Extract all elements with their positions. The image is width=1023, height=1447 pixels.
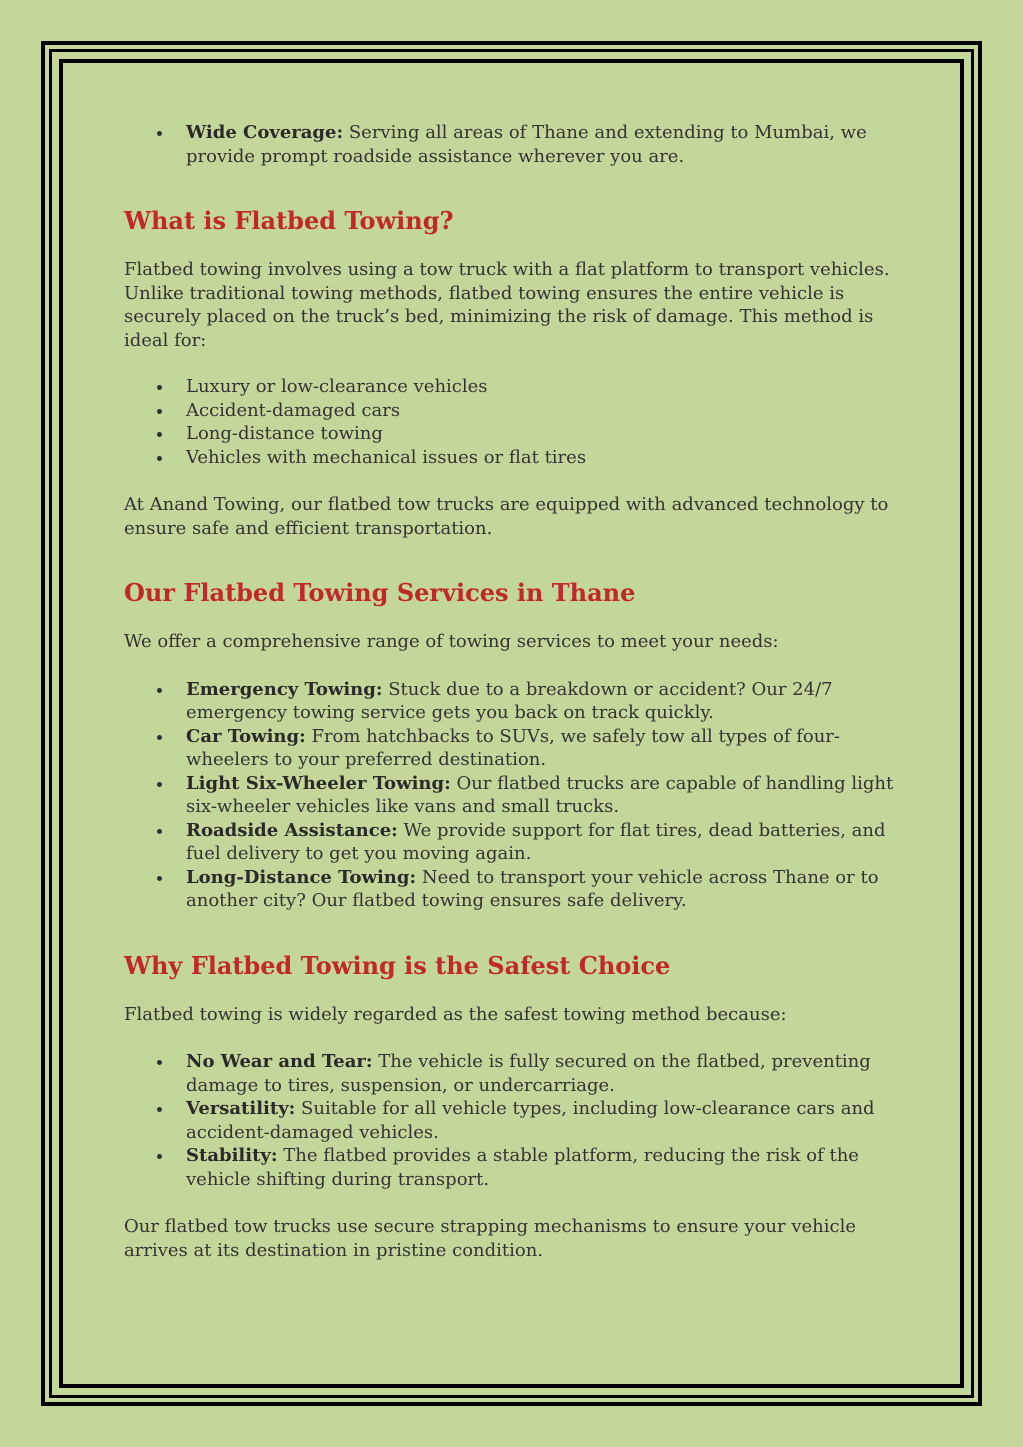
list-item [186,1144,904,1191]
list-item-text: The vehicle is fully secured on the flatbed, preventing damage to tires, suspension, or undercarriage. [186,1051,871,1096]
section-closing-paragraph: At Anand Towing, our flatbed tow trucks are equipped with advanced technology to ensure safe and efficient transportation. [124,494,889,539]
list-item: Vehicles with mechanical issues or flat tires [186,446,904,470]
safety-reasons-list [124,1050,904,1191]
list-item-text: Stuck due to a breakdown or accident? Our 24/7 emergency towing service gets you back on track quickly. [186,678,833,723]
list-item-term: Light Six-Wheeler Towing: [186,772,451,794]
list-item [186,1097,904,1144]
section-paragraph: Flatbed towing involves using a tow truck with a flat platform to transport vehicles. Unlike traditional towing methods, flatbed towing ensures the entire vehicle is securely placed on the truck’s bed, minimizing the risk of damage. This method is ideal for: [124,259,890,351]
list-item: Accident-damaged cars [186,399,904,423]
section-heading-services: Our Flatbed Towing Services in Thane [124,578,636,607]
section-heading-what-is-flatbed: What is Flatbed Towing? [124,206,454,235]
list-item [186,866,904,913]
list-item-text: Our flatbed trucks are capable of handling light six-wheeler vehicles like vans and small trucks. [186,772,894,817]
list-item [186,772,904,819]
list-item-term: Wide Coverage: [186,122,344,143]
list-item-term: Emergency Towing: [186,678,383,700]
list-item [186,725,904,772]
list-item-term: Versatility: [186,1098,296,1119]
list-item-text: Serving all areas of Thane and extending to Mumbai, we provide prompt roadside assistance wherever you are. [186,122,867,167]
list-item [186,678,904,725]
list-item-term: Long-Distance Towing: [186,866,417,888]
section-paragraph: Flatbed towing is widely regarded as the safest towing method because: [124,1003,787,1025]
section-paragraph: We offer a comprehensive range of towing services to meet your needs: [124,631,779,652]
list-item-term: No Wear and Tear: [186,1051,373,1072]
list-item-text: The flatbed provides a stable platform, reducing the risk of the vehicle shifting during transport. [186,1145,859,1190]
list-item [186,819,904,866]
list-item [186,1050,904,1097]
list-item-text: Suitable for all vehicle types, including low-clearance cars and accident-damaged vehicles. [186,1098,875,1143]
list-item-term: Stability: [186,1145,278,1166]
list-item [186,121,904,168]
section-closing-paragraph: Our flatbed tow trucks use secure strapping mechanisms to ensure your vehicle arrives at its destination in pristine condition. [124,1216,857,1261]
list-item: Long-distance towing [186,422,904,446]
list-item-term: Roadside Assistance: [186,819,398,841]
list-item-text: From hatchbacks to SUVs, we safely tow all types of four-wheelers to your preferred destination. [186,725,840,770]
section-heading-why-safest: Why Flatbed Towing is the Safest Choice [124,950,671,980]
ideal-for-list [124,375,904,469]
intro-list [124,121,904,168]
list-item: Luxury or low-clearance vehicles [186,375,904,399]
list-item-text: We provide support for flat tires, dead batteries, and fuel delivery to get you moving again. [186,819,886,864]
list-item-text: Need to transport your vehicle across Thane or to another city? Our flatbed towing ensures safe delivery. [186,866,879,911]
services-list [124,678,904,913]
list-item-term: Car Towing: [186,725,306,747]
document-content [124,121,904,1262]
